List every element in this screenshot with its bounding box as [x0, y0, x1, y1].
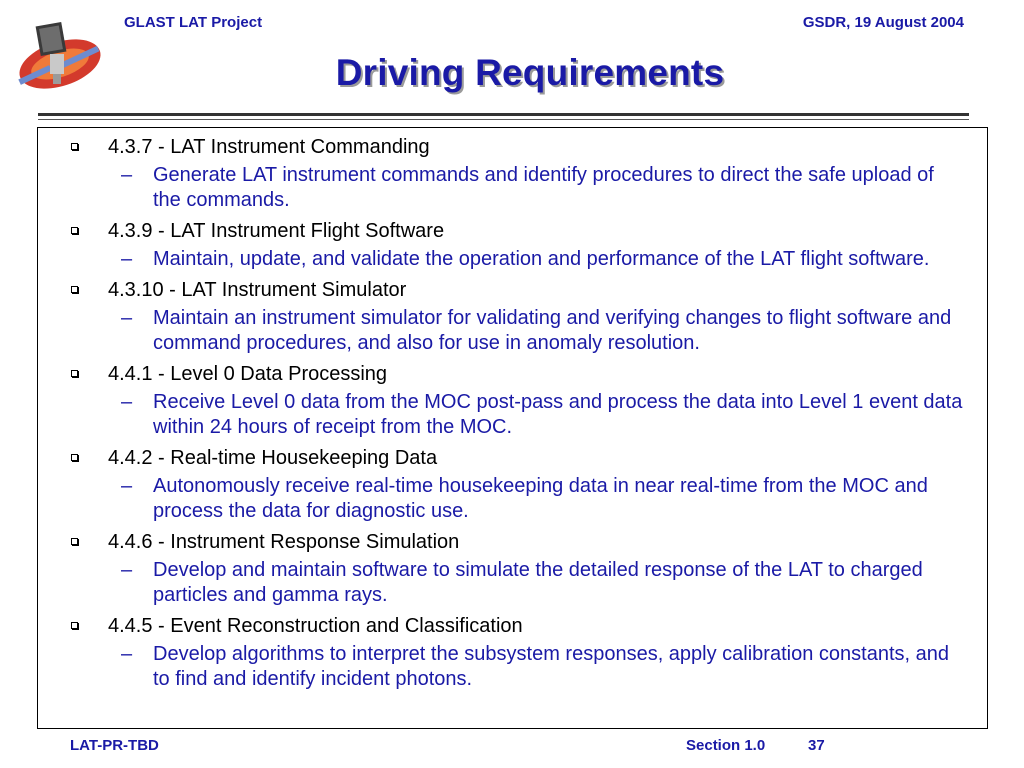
meeting-date: GSDR, 19 August 2004 [802, 14, 964, 31]
requirement-label: 4.3.10 - LAT Instrument Simulator [108, 279, 407, 301]
requirement-label: 4.4.5 - Event Reconstruction and Classification [108, 615, 523, 637]
requirement-detail: Develop algorithms to interpret the subsystem responses, apply calibration constants, and to find and identify incident photons. [153, 643, 949, 690]
dash-bullet-icon: – [121, 164, 133, 186]
requirement-item [38, 134, 963, 213]
requirement-label: 4.4.6 - Instrument Response Simulation [108, 531, 460, 553]
hollow-square-bullet-icon [71, 286, 78, 293]
dash-bullet-icon: – [121, 559, 133, 581]
section-label: Section 1.0 [686, 737, 766, 754]
requirement-item [38, 613, 963, 692]
dash-bullet-icon: – [121, 391, 133, 413]
dash-bullet-icon: – [121, 248, 133, 270]
hollow-square-bullet-icon [71, 538, 78, 545]
hollow-square-bullet-icon [71, 143, 78, 150]
hollow-square-bullet-icon [71, 370, 78, 377]
requirement-item [38, 445, 963, 524]
dash-bullet-icon: – [121, 643, 133, 665]
requirement-item [38, 361, 963, 440]
requirement-label: 4.3.7 - LAT Instrument Commanding [108, 136, 430, 158]
requirement-detail: Develop and maintain software to simulate the detailed response of the LAT to charged particles and gamma rays. [153, 559, 923, 606]
requirements-panel [37, 127, 988, 729]
requirement-detail: Generate LAT instrument commands and identify procedures to direct the safe upload of the commands. [153, 164, 934, 211]
requirement-label: 4.4.1 - Level 0 Data Processing [108, 363, 388, 385]
dash-bullet-icon: – [121, 475, 133, 497]
requirement-detail: Maintain an instrument simulator for validating and verifying changes to flight software and command procedures, and also for use in anomaly resolution. [153, 307, 952, 354]
page-number: 37 [808, 737, 825, 754]
requirement-item [38, 277, 963, 356]
hollow-square-bullet-icon [71, 454, 78, 461]
title-divider-thin [38, 119, 969, 120]
requirement-detail: Autonomously receive real-time housekeeping data in near real-time from the MOC and process the data for diagnostic use. [153, 475, 928, 522]
requirement-detail: Maintain, update, and validate the operation and performance of the LAT flight software. [153, 248, 930, 270]
requirement-label: 4.4.2 - Real-time Housekeeping Data [108, 447, 438, 469]
requirement-item [38, 529, 963, 608]
requirements-list [38, 134, 963, 697]
title-divider [38, 113, 969, 116]
hollow-square-bullet-icon [71, 622, 78, 629]
project-name: GLAST LAT Project [124, 14, 263, 31]
hollow-square-bullet-icon [71, 227, 78, 234]
dash-bullet-icon: – [121, 307, 133, 329]
requirement-item [38, 218, 963, 272]
requirement-detail: Receive Level 0 data from the MOC post-pass and process the data into Level 1 event data within 24 hours of receipt from the MOC. [153, 391, 963, 438]
document-id: LAT-PR-TBD [70, 737, 159, 754]
requirement-label: 4.3.9 - LAT Instrument Flight Software [108, 220, 445, 242]
slide-title: Driving Requirements [335, 52, 725, 93]
